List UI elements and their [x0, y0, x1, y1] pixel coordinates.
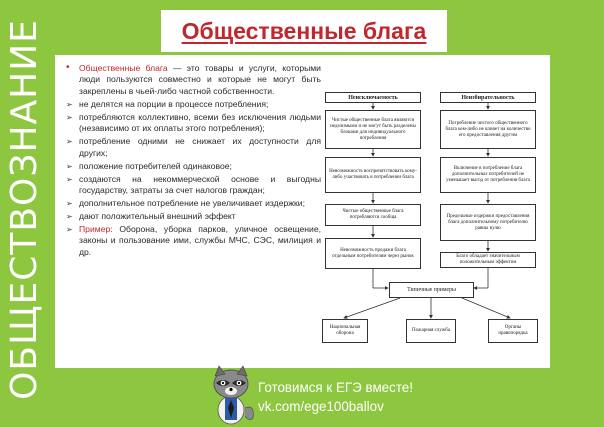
content-card: [55, 55, 550, 368]
header-non-rivalry: Неизбирательность: [440, 92, 536, 103]
list-item-text: положение потребителей одинаковое;: [79, 160, 232, 171]
subject-label-text: ОБЩЕСТВОЗНАНИЕ: [3, 19, 45, 400]
promo-tagline: Готовимся к ЕГЭ вместе!: [258, 380, 413, 395]
list-item: [61, 99, 321, 110]
example-law-enforcement: Органы правопорядка: [488, 319, 538, 343]
example-text: Оборона, уборка парков, уличное освещение, законы и пользование ими, службы МЧС, СЭС, милиция и др.: [79, 224, 321, 257]
list-item-text: потребляются коллективно, всеми без исключения людьми (независимо от их оплаты этого потребления);: [79, 111, 321, 134]
list-item: [61, 211, 321, 222]
public-goods-diagram: [320, 60, 548, 360]
promo-block: [258, 378, 413, 416]
arrow-bullet-icon: ➢: [66, 225, 73, 235]
definition-bullet: [61, 63, 321, 97]
list-item: [61, 112, 321, 135]
arrow-bullet-icon: ➢: [66, 137, 73, 147]
right-box-zero-cost: Предельные издержки предоставления блага дополнительному потребителю равны нулю: [440, 204, 536, 241]
definition-term: Общественные блага: [79, 63, 168, 73]
typical-examples-header: Типичные примеры: [389, 282, 474, 298]
right-box-external-effect: Благо обладает значительным положительным эффектом: [440, 252, 536, 268]
promo-link[interactable]: vk.com/ege100ballov: [258, 399, 384, 414]
list-item: [61, 161, 321, 172]
list-item: [61, 198, 321, 209]
right-box-no-impact: Потребление чистого общественного блага кем-либо не влияет на количество его предоставления другим: [440, 110, 536, 149]
left-box-indivisible: Чистые общественные блага являются неделимыми и не могут быть разделены блоками для индивидуального потребления: [325, 110, 421, 149]
example-fire-service: Пожарная служба: [406, 319, 456, 343]
page-title: Общественные блага: [181, 17, 427, 44]
title-banner: [161, 10, 447, 52]
header-non-excludability: Неисключаемость: [325, 92, 421, 103]
arrow-bullet-icon: ➢: [66, 212, 73, 222]
list-item: [61, 136, 321, 159]
subject-side-label: [2, 12, 46, 407]
list-item-text: не делятся на порции в процессе потребления;: [79, 98, 269, 109]
list-item-text: создаются на некоммерческой основе и выгодны государству, затраты за счет налогов граждан;: [79, 173, 321, 196]
left-box-shared-use: Чистые общественные блага потребляются сообща: [325, 204, 421, 226]
arrow-bullet-icon: ➢: [66, 199, 73, 209]
right-box-no-reduction: Включение в потребление блага дополнительных потребителей не уменьшает выгод от потребления блага: [440, 157, 536, 193]
arrow-bullet-icon: ➢: [66, 174, 73, 184]
bullet-list: [61, 63, 321, 260]
list-item-text: дают положительный внешний эффект: [79, 211, 236, 222]
raccoon-mascot-icon: [205, 364, 257, 426]
list-item: [61, 174, 321, 197]
arrow-bullet-icon: ➢: [66, 99, 73, 109]
example-national-defense: Национальная оборона: [322, 319, 368, 343]
list-item-text: потребление одними не снижает их доступности для других;: [79, 136, 321, 158]
left-box-no-exclusion: Невозможность воспрепятствовать кому-либо участвовать в потреблении блага: [325, 157, 421, 193]
example-label: Пример:: [79, 224, 113, 235]
arrow-bullet-icon: ➢: [66, 112, 73, 122]
left-box-no-market-sale: Невозможность продажи блага отдельным потребителям через рынок: [325, 238, 421, 269]
example-bullet: [61, 224, 321, 258]
list-item-text: дополнительное потребление не увеличивает издержки;: [79, 198, 305, 209]
bullet-dot-icon: •: [66, 62, 70, 73]
arrow-bullet-icon: ➢: [66, 161, 73, 171]
definition-text: — это товары и услуги, которыми люди пользуются совместно и которые не могут быть закреплены в чьей-либо частной собственности.: [79, 63, 321, 96]
